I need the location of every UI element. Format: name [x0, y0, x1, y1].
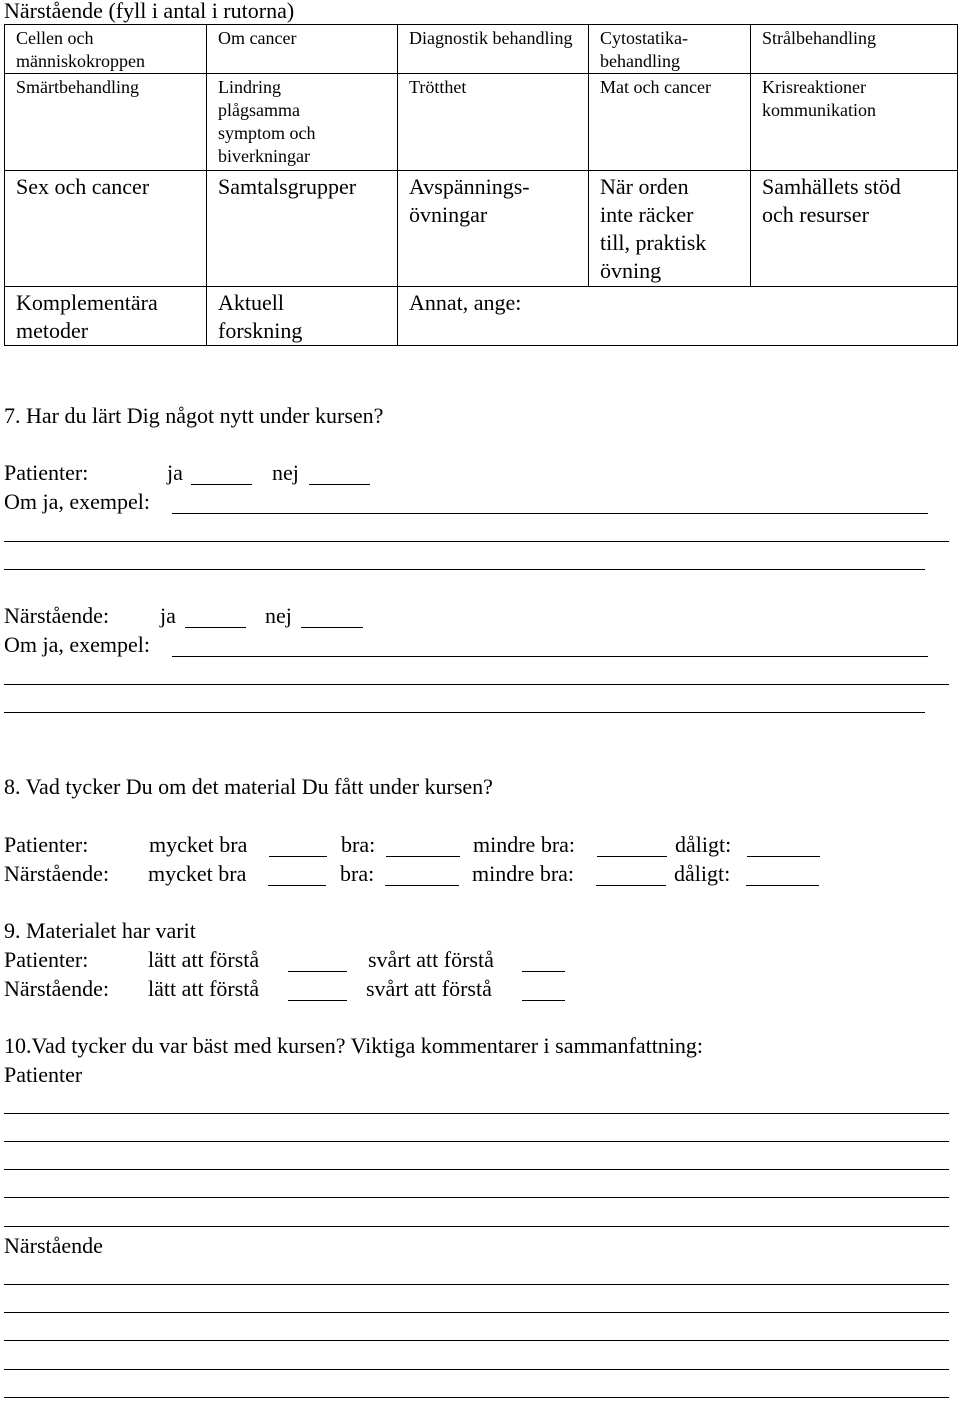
- cell-topic[interactable]: Cellen och människokroppen: [5, 25, 207, 74]
- q8-patients-bad-field[interactable]: [747, 856, 820, 857]
- q7-relatives-example-line[interactable]: [4, 684, 949, 685]
- q10-patients-line[interactable]: [4, 1169, 949, 1170]
- q10-relatives-line[interactable]: [4, 1369, 949, 1370]
- q10-patients-line[interactable]: [4, 1141, 949, 1142]
- q9-opt-hard: svårt att förstå: [368, 947, 494, 972]
- cell-topic[interactable]: Samtalsgrupper: [207, 171, 398, 287]
- q9-patients-easy-field[interactable]: [288, 971, 347, 972]
- q10-patients-line[interactable]: [4, 1226, 949, 1227]
- q9-relatives-hard-field[interactable]: [522, 1000, 565, 1001]
- cell-other[interactable]: Annat, ange:: [398, 287, 958, 346]
- q8-relatives-bad-field[interactable]: [746, 885, 819, 886]
- q7-relatives-yes-label: ja: [160, 603, 176, 628]
- q8-patients-good-field[interactable]: [386, 856, 460, 857]
- q7-relatives-example-line[interactable]: [172, 656, 928, 657]
- q7-patients-no-label: nej: [272, 460, 299, 485]
- q8-opt-very-good: mycket bra: [149, 832, 248, 857]
- q9-patients-label: Patienter:: [4, 947, 89, 972]
- q7-title: 7. Har du lärt Dig något nytt under kursen?: [4, 403, 384, 428]
- q8-opt-bad: dåligt:: [675, 832, 732, 857]
- q7-patients-example-line[interactable]: [4, 541, 949, 542]
- q8-opt-good: bra:: [341, 832, 376, 857]
- cell-topic[interactable]: Cytostatika-behandling: [589, 25, 751, 74]
- q8-patients-less-good-field[interactable]: [597, 856, 667, 857]
- q10-patients-label: Patienter: [4, 1062, 83, 1087]
- cell-topic[interactable]: Lindring plågsamma symptom och biverkningar: [207, 74, 398, 171]
- q10-patients-line[interactable]: [4, 1197, 949, 1198]
- q7-patients-example-line[interactable]: [4, 569, 925, 570]
- q8-opt-less-good: mindre bra:: [472, 861, 575, 886]
- q8-relatives-very-good-field[interactable]: [268, 885, 326, 886]
- q9-opt-easy: lätt att förstå: [148, 947, 260, 972]
- q7-relatives-example-line[interactable]: [4, 712, 925, 713]
- q10-relatives-line[interactable]: [4, 1340, 949, 1341]
- q7-patients-label: Patienter:: [4, 460, 89, 485]
- q9-opt-easy: lätt att förstå: [148, 976, 260, 1001]
- q9-relatives-easy-field[interactable]: [288, 1000, 347, 1001]
- q7-patients-example-line[interactable]: [172, 513, 928, 514]
- q7-patients-yes-label: ja: [167, 460, 183, 485]
- q7-relatives-label: Närstående:: [4, 603, 110, 628]
- q8-patients-label: Patienter:: [4, 832, 89, 857]
- cell-topic[interactable]: Mat och cancer: [589, 74, 751, 171]
- cell-topic[interactable]: Krisreaktioner kommunikation: [751, 74, 958, 171]
- cell-topic[interactable]: Trötthet: [398, 74, 589, 171]
- cell-topic[interactable]: Om cancer: [207, 25, 398, 74]
- q10-relatives-line[interactable]: [4, 1397, 949, 1398]
- q9-patients-hard-field[interactable]: [522, 971, 565, 972]
- q7-patients-example-label: Om ja, exempel:: [4, 489, 151, 514]
- cell-topic[interactable]: Avspännings-övningar: [398, 171, 589, 287]
- q9-opt-hard: svårt att förstå: [366, 976, 492, 1001]
- q8-opt-good: bra:: [340, 861, 375, 886]
- q10-relatives-label: Närstående: [4, 1233, 103, 1258]
- q9-title: 9. Materialet har varit: [4, 918, 196, 943]
- q8-opt-less-good: mindre bra:: [473, 832, 576, 857]
- q8-patients-very-good-field[interactable]: [269, 856, 327, 857]
- cell-topic[interactable]: När orden inte räcker till, praktisk övning: [589, 171, 751, 287]
- q10-relatives-line[interactable]: [4, 1312, 949, 1313]
- cell-topic[interactable]: Komplementära metoder: [5, 287, 207, 346]
- cell-topic[interactable]: Aktuell forskning: [207, 287, 398, 346]
- q8-title: 8. Vad tycker Du om det material Du fått under kursen?: [4, 774, 493, 799]
- q8-opt-very-good: mycket bra: [148, 861, 247, 886]
- q8-relatives-less-good-field[interactable]: [596, 885, 666, 886]
- q7-relatives-example-label: Om ja, exempel:: [4, 632, 151, 657]
- cell-topic[interactable]: Diagnostik behandling: [398, 25, 589, 74]
- q10-relatives-line[interactable]: [4, 1284, 949, 1285]
- cell-topic[interactable]: Smärtbehandling: [5, 74, 207, 171]
- q9-relatives-label: Närstående:: [4, 976, 110, 1001]
- q7-relatives-no-label: nej: [265, 603, 292, 628]
- q8-opt-bad: dåligt:: [674, 861, 731, 886]
- cell-topic[interactable]: Sex och cancer: [5, 171, 207, 287]
- q8-relatives-label: Närstående:: [4, 861, 110, 886]
- cell-topic[interactable]: Samhällets stöd och resurser: [751, 171, 958, 287]
- topic-grid: [4, 24, 958, 346]
- form-heading: Närstående (fyll i antal i rutorna): [4, 0, 295, 23]
- q8-relatives-good-field[interactable]: [385, 885, 459, 886]
- q10-title: 10.Vad tycker du var bäst med kursen? Viktiga kommentarer i sammanfattning:: [4, 1033, 704, 1058]
- q10-patients-line[interactable]: [4, 1113, 949, 1114]
- cell-topic[interactable]: Strålbehandling: [751, 25, 958, 74]
